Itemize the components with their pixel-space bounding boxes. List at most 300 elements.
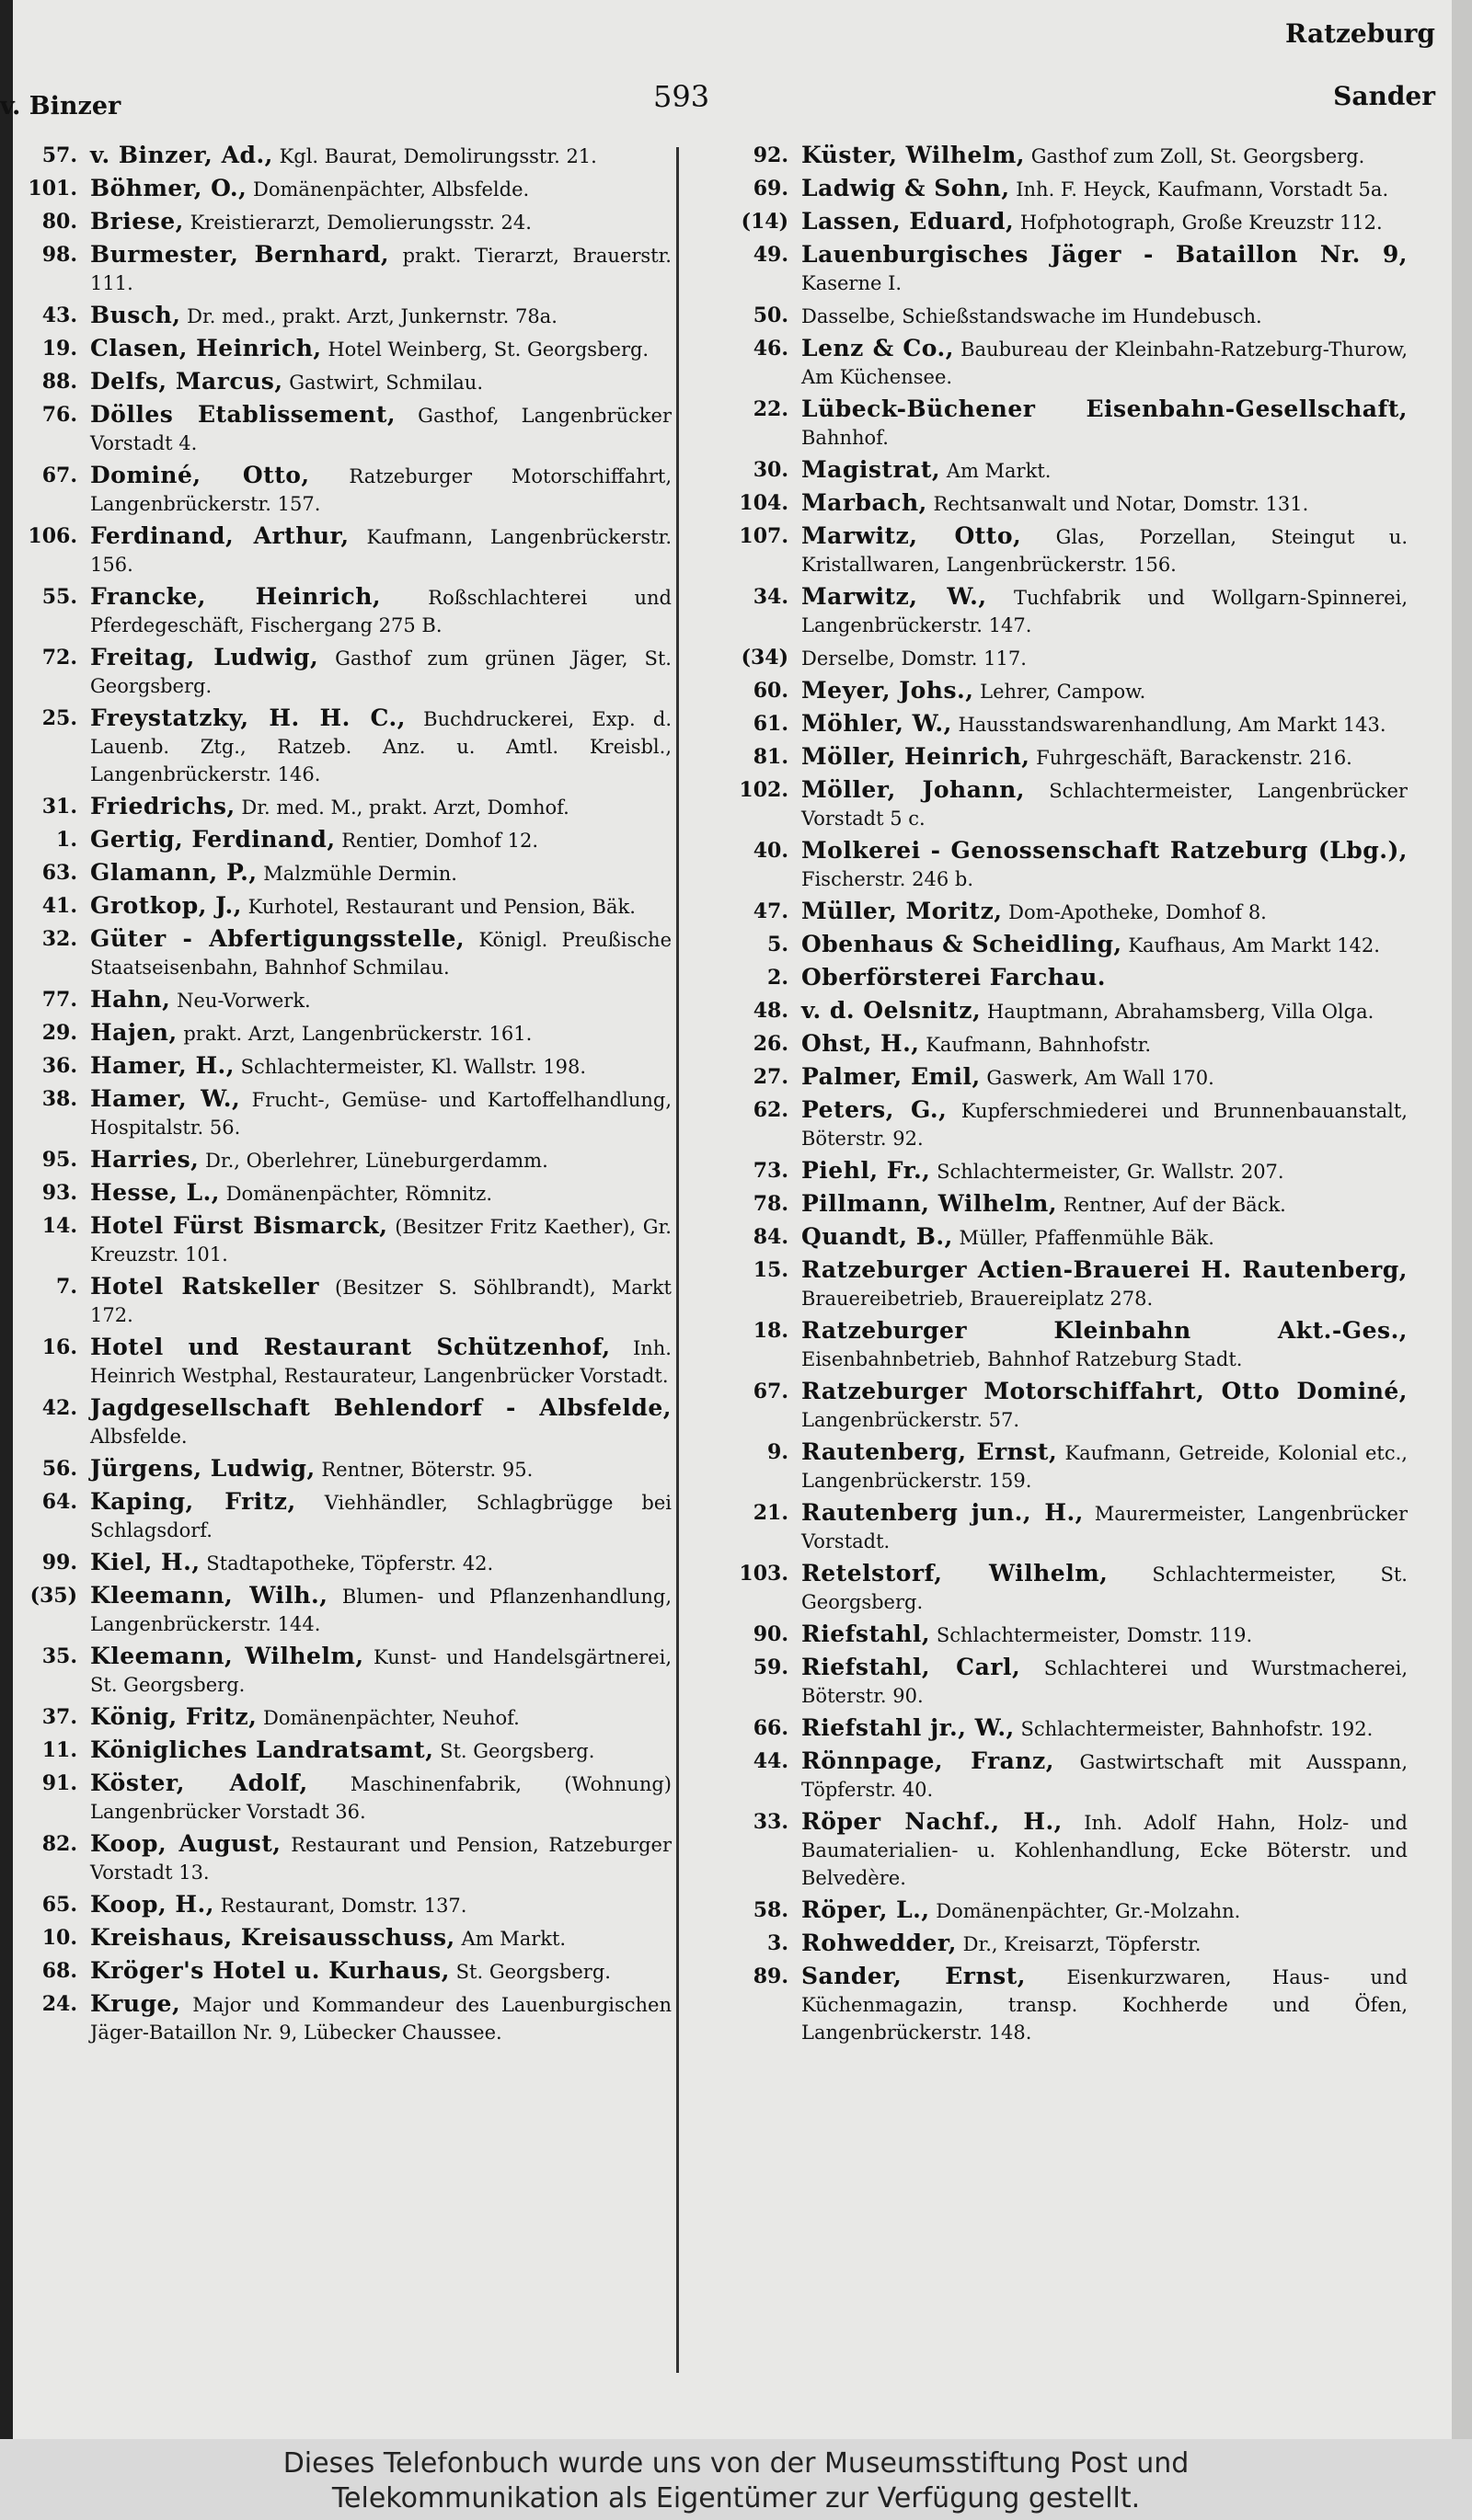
entry-name: Jagdgesellschaft Behlendorf - Albsfelde,: [90, 1394, 672, 1421]
directory-entry: [704, 1063, 1408, 1092]
directory-entry: [9, 241, 672, 297]
directory-entry: [9, 1830, 672, 1886]
entry-text: [90, 1891, 672, 1919]
directory-entry: [704, 489, 1408, 518]
entry-name: Magistrat,: [801, 456, 941, 483]
entry-name: Peters, G.,: [801, 1096, 948, 1123]
directory-entry: [9, 1703, 672, 1732]
entry-details: Bahnhof.: [801, 427, 889, 449]
entry-name: Ohst, H.,: [801, 1030, 920, 1057]
entry-name: Riefstahl, Carl,: [801, 1654, 1021, 1680]
directory-entry: [9, 1990, 672, 2046]
entry-number: 58.: [753, 1898, 788, 1922]
entry-text: [90, 826, 672, 854]
entry-text: [801, 1654, 1408, 1710]
entry-details: Gaswerk, Am Wall 170.: [986, 1067, 1214, 1089]
entry-text: [801, 898, 1408, 926]
entry-name: Gertig, Ferdinand,: [90, 826, 336, 853]
entry-text: [801, 208, 1408, 236]
entry-number: 5.: [767, 933, 788, 956]
entry-details: Malzmühle Dermin.: [263, 863, 457, 885]
entry-number: 19.: [41, 337, 77, 361]
entry-text: [801, 997, 1408, 1025]
entry-text: [801, 1714, 1408, 1743]
footer-line-2: Telekommunikation als Eigentümer zur Verfügung gestellt.: [331, 2482, 1141, 2514]
entry-text: [801, 644, 1408, 672]
entry-number: 40.: [753, 839, 788, 863]
entry-details: Kaufmann, Langenbrückerstr. 156.: [90, 526, 672, 576]
entry-details: Domänenpächter, Neuhof.: [263, 1707, 520, 1729]
entry-number: 65.: [41, 1893, 77, 1917]
directory-entry: [9, 335, 672, 363]
entry-number: 99.: [41, 1551, 77, 1575]
entry-number: 48.: [753, 999, 788, 1023]
entry-details: Stadtapotheke, Töpferstr. 42.: [206, 1552, 494, 1575]
directory-entry: [704, 335, 1408, 391]
entry-number: 32.: [41, 927, 77, 951]
entry-name: Delfs, Marcus,: [90, 368, 283, 395]
entry-name: Grotkop, J.,: [90, 892, 242, 919]
entry-name: Rautenberg jun., H.,: [801, 1499, 1084, 1526]
entry-text: [90, 302, 672, 330]
entry-details: Rentier, Domhof 12.: [341, 830, 539, 852]
entry-details: Schlachterei und Wurstmacherei, Böterstr. 90.: [801, 1657, 1408, 1707]
entry-name: Briese,: [90, 208, 184, 235]
entry-number: 101.: [28, 177, 77, 200]
directory-entry: [9, 1212, 672, 1268]
entry-text: [801, 1317, 1408, 1373]
entry-name: Marwitz, Otto,: [801, 522, 1022, 549]
entry-text: [801, 1190, 1408, 1219]
entry-text: [90, 335, 672, 363]
entry-text: [90, 1643, 672, 1699]
directory-entry: [9, 892, 672, 921]
directory-entry: [9, 1582, 672, 1638]
entry-name: Hotel und Restaurant Schützenhof,: [90, 1334, 611, 1360]
entry-name: Piehl, Fr.,: [801, 1157, 931, 1184]
entry-name: Möller, Johann,: [801, 776, 1025, 803]
entry-name: v. d. Oelsnitz,: [801, 997, 982, 1024]
entry-details: Kgl. Baurat, Demolirungsstr. 21.: [279, 145, 597, 167]
entry-text: [801, 677, 1408, 705]
entry-name: Freitag, Ludwig,: [90, 644, 319, 670]
entry-details: Dasselbe, Schießstandswache im Hundebusch.: [801, 305, 1262, 327]
entry-name: Ferdinand, Arthur,: [90, 522, 350, 549]
entry-text: [801, 1438, 1408, 1495]
entry-number: 41.: [41, 894, 77, 918]
entry-details: Dr. med., prakt. Arzt, Junkernstr. 78a.: [187, 305, 558, 327]
entry-text: [90, 1990, 672, 2046]
entry-details: Gasthof zum Zoll, St. Georgsberg.: [1030, 145, 1365, 167]
directory-entry: [704, 241, 1408, 297]
entry-number: (14): [741, 210, 788, 234]
entry-number: (34): [741, 646, 788, 670]
directory-entry: [704, 1499, 1408, 1555]
entry-details: Inh. F. Heyck, Kaufmann, Vorstadt 5a.: [1016, 178, 1389, 200]
directory-entry: [704, 1747, 1408, 1804]
entry-text: [90, 1394, 672, 1450]
entry-text: [90, 1179, 672, 1208]
entry-name: Palmer, Emil,: [801, 1063, 981, 1090]
entry-details: Rechtsanwalt und Notar, Domstr. 131.: [933, 493, 1309, 515]
entry-number: 61.: [753, 712, 788, 736]
entry-name: Harries,: [90, 1146, 200, 1173]
directory-entry: [9, 583, 672, 639]
directory-entry: [704, 898, 1408, 926]
entry-text: [90, 1334, 672, 1390]
entry-details: Schlachtermeister, St. Georgsberg.: [801, 1564, 1408, 1613]
entry-text: [801, 1930, 1408, 1958]
entry-number: 92.: [753, 143, 788, 167]
entry-text: [801, 710, 1408, 739]
entry-name: Hajen,: [90, 1019, 178, 1046]
entry-number: 24.: [41, 1992, 77, 2016]
entry-text: [801, 522, 1408, 578]
entry-text: [801, 335, 1408, 391]
entry-details: Gasthof zum grünen Jäger, St. Georgsberg.: [90, 647, 672, 697]
entry-details: Derselbe, Domstr. 117.: [801, 647, 1027, 670]
entry-text: [90, 1488, 672, 1544]
entry-number: 69.: [753, 177, 788, 200]
entry-name: Kruge,: [90, 1990, 181, 2017]
entry-name: Hotel Fürst Bismarck,: [90, 1212, 388, 1239]
directory-entry: [9, 1549, 672, 1577]
entry-number: 25.: [41, 706, 77, 730]
entry-text: [90, 1085, 672, 1141]
entry-details: St. Georgsberg.: [440, 1740, 595, 1762]
entry-text: [801, 1560, 1408, 1616]
entry-name: Ratzeburger Actien-Brauerei H. Rautenberg,: [801, 1256, 1408, 1283]
entry-name: Freystatzky, H. H. C.,: [90, 704, 406, 731]
entry-name: König, Fritz,: [90, 1703, 258, 1730]
entry-name: Riefstahl,: [801, 1621, 931, 1647]
directory-entry: [704, 1157, 1408, 1186]
directory-entry: [704, 837, 1408, 893]
directory-entry: [704, 583, 1408, 639]
directory-entry: [9, 986, 672, 1014]
entry-number: 98.: [41, 243, 77, 267]
directory-entry: [704, 1654, 1408, 1710]
entry-details: Dom-Apotheke, Domhof 8.: [1008, 901, 1267, 923]
entry-number: 10.: [41, 1926, 77, 1950]
directory-entry: [9, 793, 672, 821]
entry-text: [90, 859, 672, 888]
entry-number: 89.: [753, 1964, 788, 1988]
entry-number: 22.: [753, 397, 788, 421]
directory-entry: [9, 1146, 672, 1174]
entry-text: [801, 456, 1408, 485]
entry-details: Fischerstr. 246 b.: [801, 868, 973, 890]
directory-entry: [9, 1770, 672, 1826]
entry-name: Köster, Adolf,: [90, 1770, 308, 1796]
entry-number: 56.: [41, 1457, 77, 1481]
entry-number: 1.: [56, 828, 77, 852]
entry-text: [90, 892, 672, 921]
entry-details: Schlachtermeister, Domstr. 119.: [936, 1624, 1253, 1646]
entry-name: Rautenberg, Ernst,: [801, 1438, 1058, 1465]
directory-entry: [9, 1085, 672, 1141]
entry-details: Dr. med. M., prakt. Arzt, Domhof.: [241, 796, 569, 819]
entry-details: Gasthof, Langenbrücker Vorstadt 4.: [90, 405, 672, 454]
entry-details: Glas, Porzellan, Steingut u. Kristallwaren, Langenbrückerstr. 156.: [801, 526, 1408, 576]
entry-name: Güter - Abfertigungsstelle,: [90, 925, 466, 952]
entry-number: 9.: [767, 1440, 788, 1464]
entry-name: Friedrichs,: [90, 793, 236, 819]
directory-entry: [704, 997, 1408, 1025]
entry-number: 66.: [753, 1716, 788, 1740]
directory-entry: [704, 175, 1408, 203]
entry-name: Burmester, Bernhard,: [90, 241, 390, 268]
entry-text: [90, 241, 672, 297]
directory-entry: [9, 368, 672, 396]
entry-details: Hausstandswarenhandlung, Am Markt 143.: [958, 714, 1386, 736]
entry-number: 55.: [41, 585, 77, 609]
entry-number: 88.: [41, 370, 77, 394]
entry-number: 35.: [41, 1644, 77, 1668]
directory-entry: [9, 1488, 672, 1544]
header-right-range: Sander: [1333, 81, 1435, 111]
entry-number: 42.: [41, 1396, 77, 1420]
entry-text: [90, 1146, 672, 1174]
directory-entry: [9, 1643, 672, 1699]
directory-entry: [704, 677, 1408, 705]
entry-name: Marwitz, W.,: [801, 583, 987, 610]
entry-number: 67.: [753, 1380, 788, 1403]
entry-details: (Besitzer S. Söhlbrandt), Markt 172.: [90, 1277, 672, 1326]
directory-entry: [9, 302, 672, 330]
entry-text: [90, 925, 672, 981]
entry-name: Meyer, Johs.,: [801, 677, 974, 704]
entry-name: Lübeck-Büchener Eisenbahn-Gesellschaft,: [801, 395, 1408, 422]
entry-name: Hamer, H.,: [90, 1052, 235, 1079]
entry-details: Schlachtermeister, Langenbrücker Vorstadt 5 c.: [801, 780, 1408, 830]
entry-text: [90, 793, 672, 821]
entry-number: 29.: [41, 1021, 77, 1045]
directory-entry: [9, 859, 672, 888]
entry-number: 68.: [41, 1959, 77, 1983]
entry-number: 34.: [753, 585, 788, 609]
entry-text: [801, 743, 1408, 772]
entry-number: 3.: [767, 1931, 788, 1955]
entry-number: 21.: [753, 1501, 788, 1525]
entry-name: Röper Nachf., H.,: [801, 1808, 1063, 1835]
entry-number: 33.: [753, 1810, 788, 1834]
directory-entry: [704, 522, 1408, 578]
directory-entry: [9, 1455, 672, 1483]
entry-number: 15.: [753, 1258, 788, 1282]
entry-number: 78.: [753, 1192, 788, 1216]
page-edge-right: [1452, 0, 1472, 2439]
entry-details: Baubureau der Kleinbahn-Ratzeburg-Thurow, Am Küchensee.: [801, 338, 1408, 388]
entry-number: 90.: [753, 1622, 788, 1646]
entry-name: Ratzeburger Motorschiffahrt, Otto Dominé,: [801, 1378, 1408, 1404]
entry-text: [801, 1063, 1408, 1092]
entry-number: 49.: [753, 243, 788, 267]
entry-name: Kiel, H.,: [90, 1549, 201, 1575]
entry-text: [90, 1052, 672, 1081]
entry-name: Retelstorf, Wilhelm,: [801, 1560, 1109, 1586]
entry-name: Busch,: [90, 302, 181, 328]
entry-details: Hotel Weinberg, St. Georgsberg.: [328, 338, 650, 361]
entry-name: Rohwedder,: [801, 1930, 957, 1956]
entry-number: 91.: [41, 1771, 77, 1795]
entry-name: Hahn,: [90, 986, 171, 1013]
entry-number: 18.: [753, 1319, 788, 1343]
entry-details: Kaufhaus, Am Markt 142.: [1128, 934, 1380, 956]
entry-text: [801, 1963, 1408, 2046]
entry-details: Restaurant, Domstr. 137.: [220, 1895, 467, 1917]
entry-name: Möller, Heinrich,: [801, 743, 1030, 770]
directory-entry: [704, 1560, 1408, 1616]
entry-text: [90, 208, 672, 236]
entry-name: Sander, Ernst,: [801, 1963, 1026, 1989]
entry-details: Kupferschmiederei und Brunnenbauanstalt, Böterstr. 92.: [801, 1100, 1408, 1150]
entry-name: Königliches Landratsamt,: [90, 1736, 434, 1763]
entry-number: 103.: [739, 1562, 788, 1586]
directory-entry: [704, 1190, 1408, 1219]
directory-entry: [704, 644, 1408, 672]
entry-text: [90, 462, 672, 518]
entry-name: Kleemann, Wilhelm,: [90, 1643, 364, 1669]
entry-number: 43.: [41, 304, 77, 327]
entry-details: Hauptmann, Abrahamsberg, Villa Olga.: [986, 1001, 1374, 1023]
entry-text: [90, 368, 672, 396]
directory-entry: [9, 208, 672, 236]
entry-details: Schlachtermeister, Bahnhofstr. 192.: [1020, 1718, 1374, 1740]
entry-name: Lenz & Co.,: [801, 335, 954, 361]
entry-name: Rönnpage, Franz,: [801, 1747, 1054, 1774]
entry-name: Küster, Wilhelm,: [801, 142, 1026, 168]
directory-entry: [704, 208, 1408, 236]
entry-details: Gastwirtschaft mit Ausspann, Töpferstr. 40.: [801, 1751, 1408, 1801]
directory-entry: [704, 395, 1408, 452]
entry-number: 16.: [41, 1335, 77, 1359]
entry-name: Röper, L.,: [801, 1896, 930, 1923]
entry-number: 63.: [41, 861, 77, 885]
directory-entry: [704, 964, 1408, 992]
directory-entry: [9, 826, 672, 854]
entry-details: Rentner, Böterstr. 95.: [321, 1459, 534, 1481]
entry-number: 27.: [753, 1065, 788, 1089]
entry-name: Glamann, P.,: [90, 859, 258, 886]
entry-name: Lassen, Eduard,: [801, 208, 1015, 235]
entry-number: 46.: [753, 337, 788, 361]
footer-line-1: Dieses Telefonbuch wurde uns von der Museumsstiftung Post und: [282, 2447, 1190, 2480]
entry-details: Am Markt.: [946, 460, 1052, 482]
entry-details: Buchdruckerei, Exp. d. Lauenb. Ztg., Ratzeb. Anz. u. Amtl. Kreisbl., Langenbrückerstr. 146.: [90, 708, 673, 785]
directory-entry: [9, 522, 672, 578]
entry-text: [90, 1212, 672, 1268]
entry-number: 93.: [41, 1181, 77, 1205]
entry-text: [90, 142, 672, 170]
entry-details: Schlachtermeister, Kl. Wallstr. 198.: [240, 1056, 587, 1078]
directory-entry: [704, 1930, 1408, 1958]
entry-text: [801, 931, 1408, 959]
entry-text: [801, 1030, 1408, 1059]
entry-details: Müller, Pfaffenmühle Bäk.: [959, 1227, 1214, 1249]
directory-entry: [704, 776, 1408, 832]
entry-details: Langenbrückerstr. 57.: [801, 1409, 1020, 1431]
entry-details: Viehhändler, Schlagbrügge bei Schlagsdorf.: [90, 1492, 672, 1541]
directory-entry: [9, 1957, 672, 1986]
header-place: Ratzeburg: [1285, 18, 1435, 49]
entry-details: Neu-Vorwerk.: [177, 990, 311, 1012]
entry-number: 37.: [41, 1705, 77, 1729]
entry-number: 107.: [739, 524, 788, 548]
entry-number: 77.: [41, 988, 77, 1012]
entry-name: Kleemann, Wilh.,: [90, 1582, 328, 1609]
entry-text: [801, 175, 1408, 203]
entry-details: Kunst- und Handelsgärtnerei, St. Georgsberg.: [90, 1646, 672, 1696]
entry-details: Gastwirt, Schmilau.: [289, 372, 484, 394]
entry-name: Möhler, W.,: [801, 710, 952, 737]
directory-entry: [704, 1714, 1408, 1743]
directory-entry: [9, 1891, 672, 1919]
directory-entry: [704, 456, 1408, 485]
entry-number: 36.: [41, 1054, 77, 1078]
entry-details: Dr., Oberlehrer, Lüneburgerdamm.: [205, 1150, 548, 1172]
header-left-range: v. Binzer: [0, 92, 121, 120]
entry-details: Ratzeburger Motorschiffahrt, Langenbrückerstr. 157.: [90, 465, 672, 515]
entry-details: Kurhotel, Restaurant und Pension, Bäk.: [247, 896, 636, 918]
directory-entry: [704, 743, 1408, 772]
entry-name: Francke, Heinrich,: [90, 583, 382, 610]
entry-text: [90, 1770, 672, 1826]
entry-number: 38.: [41, 1087, 77, 1111]
directory-entry: [704, 1317, 1408, 1373]
directory-entry: [9, 1019, 672, 1048]
directory-entry: [704, 1896, 1408, 1925]
directory-entry: [9, 1334, 672, 1390]
directory-entry: [704, 1223, 1408, 1252]
entry-text: [801, 583, 1408, 639]
directory-entry: [9, 175, 672, 203]
entry-text: [90, 401, 672, 457]
entry-name: Böhmer, O.,: [90, 175, 247, 201]
entry-details: Dr., Kreisarzt, Töpferstr.: [962, 1933, 1202, 1955]
entry-number: 67.: [41, 464, 77, 487]
entry-number: 26.: [753, 1032, 788, 1056]
entry-number: 64.: [41, 1490, 77, 1514]
entry-details: Domänenpächter, Gr.-Molzahn.: [936, 1900, 1241, 1922]
directory-entry: [9, 401, 672, 457]
entry-details: Restaurant und Pension, Ratzeburger Vorstadt 13.: [90, 1834, 672, 1884]
entry-text: [801, 1256, 1408, 1312]
directory-entry: [704, 1378, 1408, 1434]
entry-details: Eisenbahnbetrieb, Bahnhof Ratzeburg Stadt.: [801, 1348, 1243, 1370]
entry-text: [801, 395, 1408, 452]
entry-text: [801, 1096, 1408, 1152]
entry-name: Kaping, Fritz,: [90, 1488, 296, 1515]
directory-entry: [9, 1736, 672, 1765]
entry-text: [90, 1273, 672, 1329]
entry-number: 11.: [41, 1738, 77, 1762]
entry-name: Kreishaus, Kreisausschuss,: [90, 1924, 455, 1951]
page-number: 593: [653, 79, 710, 114]
entry-number: 50.: [753, 304, 788, 327]
entry-details: Kreistierarzt, Demolierungsstr. 24.: [190, 212, 532, 234]
directory-entry: [9, 925, 672, 981]
entry-name: v. Binzer, Ad.,: [90, 142, 273, 168]
entry-text: [90, 1736, 672, 1765]
entry-text: [90, 583, 672, 639]
entry-text: [801, 1896, 1408, 1925]
directory-entry: [9, 704, 672, 788]
entry-details: Kaserne I.: [801, 272, 903, 294]
entry-name: Quandt, B.,: [801, 1223, 953, 1250]
entry-name: Hamer, W.,: [90, 1085, 241, 1112]
entry-text: [801, 1223, 1408, 1252]
